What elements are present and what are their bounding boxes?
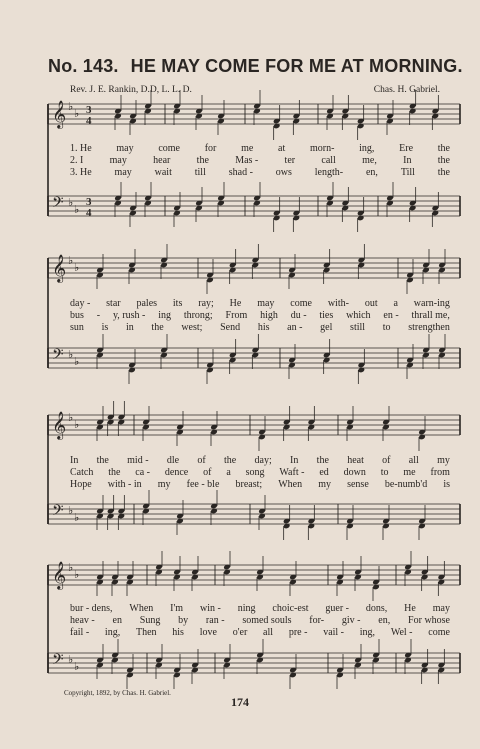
lyric-syllable: wait	[154, 167, 172, 178]
lyric-syllable: me,	[362, 155, 377, 166]
lyric-syllable: is	[443, 479, 450, 490]
lyric-syllable: Send	[220, 322, 241, 333]
lyric-syllable: When	[278, 479, 303, 490]
time-signature-top: 3	[86, 104, 92, 116]
lyric-syllable: the	[316, 455, 329, 466]
copyright-notice: Copyright, 1892, by Chas. H. Gabriel.	[64, 689, 171, 697]
lyric-syllable: giv -	[341, 615, 361, 626]
lyric-syllable: mid -	[127, 455, 149, 466]
flat-sign-icon: ♭	[68, 196, 74, 209]
lyric-syllable: come	[158, 143, 180, 154]
lyric-line	[70, 155, 450, 166]
lyric-syllable: down	[343, 467, 366, 478]
lyric-syllable: I'm	[170, 603, 184, 614]
lyric-syllable: thrall me,	[411, 310, 450, 321]
lyric-syllable: ing,	[359, 627, 376, 638]
lyric-syllable: Then	[135, 627, 157, 638]
lyric-syllable: all	[408, 455, 419, 466]
flat-sign-icon: ♭	[68, 561, 74, 574]
lyric-syllable: my	[318, 479, 331, 490]
lyric-syllable: length-	[314, 167, 344, 178]
lyric-syllable: love	[199, 627, 217, 638]
lyric-syllable: en,	[378, 615, 391, 626]
lyric-syllable: somed souls	[242, 615, 292, 626]
lyric-syllable: from	[430, 467, 450, 478]
flat-sign-icon: ♭	[74, 660, 80, 673]
lyric-syllable: ing,	[359, 143, 375, 154]
lyric-syllable: He	[229, 298, 242, 309]
lyric-syllable: ning	[237, 603, 256, 614]
lyric-syllable: warn-ing	[413, 298, 450, 309]
lyric-syllable: still	[350, 322, 366, 333]
lyric-syllable: come	[290, 298, 312, 309]
lyric-line	[70, 167, 450, 178]
lyric-syllable: to	[380, 467, 389, 478]
lyric-syllable: ray;	[198, 298, 214, 309]
lyric-syllable: of	[203, 467, 212, 478]
lyric-syllable: the	[224, 455, 237, 466]
lyric-syllable: may	[109, 155, 127, 166]
lyric-syllable: ran -	[205, 615, 225, 626]
page-number: 174	[231, 695, 249, 709]
lyric-syllable: Sung	[139, 615, 161, 626]
lyric-syllable: o'er	[232, 627, 248, 638]
lyric-syllable: may	[257, 298, 275, 309]
lyric-syllable: For whose	[408, 615, 450, 626]
lyric-syllable: all	[263, 627, 274, 638]
lyric-syllable: In	[70, 455, 79, 466]
lyric-syllable: fee - ble	[186, 479, 220, 490]
flat-sign-icon: ♭	[74, 511, 80, 524]
lyric-syllable: In	[290, 455, 299, 466]
time-signature-bottom: 4	[86, 115, 92, 127]
lyric-syllable: Waft -	[279, 467, 305, 478]
bass-clef-icon: 𝄢	[52, 346, 64, 367]
lyric-syllable: song	[245, 467, 265, 478]
lyric-syllable: high	[260, 310, 278, 321]
lyric-syllable: till	[194, 167, 206, 178]
lyric-syllable: Mas -	[235, 155, 259, 166]
lyric-syllable: call	[321, 155, 336, 166]
lyric-syllable: When	[129, 603, 154, 614]
lyric-syllable: 2. I	[70, 155, 84, 166]
lyric-syllable: an -	[287, 322, 303, 333]
lyric-syllable: of	[382, 455, 391, 466]
lyric-syllable: ows	[275, 167, 292, 178]
lyric-syllable: hear	[153, 155, 171, 166]
composer: Chas. H. Gabriel.	[373, 85, 440, 95]
flat-sign-icon: ♭	[68, 653, 74, 666]
lyric-syllable: day -	[70, 298, 91, 309]
lyric-syllable: Catch	[70, 467, 94, 478]
lyric-syllable: be-numb'd	[384, 479, 428, 490]
flat-sign-icon: ♭	[74, 418, 80, 431]
lyric-syllable: en -	[383, 310, 399, 321]
lyric-syllable: In	[403, 155, 412, 166]
lyric-syllable: dle	[166, 455, 180, 466]
lyric-syllable: me	[241, 143, 254, 154]
time-signature-bottom: 4	[86, 207, 92, 219]
lyric-line	[70, 627, 450, 638]
lyric-syllable: ca -	[135, 467, 151, 478]
lyric-syllable: day;	[254, 455, 272, 466]
lyric-syllable: its	[172, 298, 183, 309]
lyric-syllable: the	[108, 467, 121, 478]
lyric-syllable: my	[157, 479, 171, 490]
flat-sign-icon: ♭	[68, 504, 74, 517]
lyric-syllable: bur - dens,	[70, 603, 113, 614]
lyric-line	[70, 455, 450, 466]
lyric-syllable: Hope	[70, 479, 92, 490]
lyric-syllable: win -	[199, 603, 221, 614]
treble-clef-icon: 𝄞	[52, 254, 67, 282]
lyric-line	[70, 603, 450, 614]
lyric-syllable: morn-	[309, 143, 335, 154]
lyric-syllable: the	[151, 322, 164, 333]
flat-sign-icon: ♭	[74, 203, 80, 216]
lyric-syllable: at	[278, 143, 286, 154]
lyric-syllable: -	[96, 310, 101, 321]
lyric-syllable: may	[114, 167, 132, 178]
lyric-syllable: dence	[164, 467, 189, 478]
lyric-syllable: sun	[70, 322, 84, 333]
lyric-syllable: with - in	[107, 479, 142, 490]
lyric-syllable: ties	[319, 310, 334, 321]
lyric-syllable: shad -	[228, 167, 253, 178]
time-signature-top: 3	[86, 196, 92, 208]
lyric-syllable: 3. He	[70, 167, 92, 178]
lyric-syllable: sense	[347, 479, 369, 490]
treble-clef-icon: 𝄞	[52, 561, 67, 589]
lyric-syllable: From	[225, 310, 248, 321]
hymn-title: HE MAY COME FOR ME AT MORNING.	[130, 56, 463, 76]
lyric-syllable: for-	[309, 615, 325, 626]
lyric-syllable: ed	[319, 467, 329, 478]
bass-clef-icon: 𝄢	[52, 651, 64, 672]
lyric-syllable: a	[393, 298, 398, 309]
flat-sign-icon: ♭	[74, 355, 80, 368]
lyric-syllable: out	[364, 298, 378, 309]
lyric-line	[70, 310, 450, 321]
lyric-line	[70, 298, 450, 309]
lyric-syllable: the	[96, 455, 109, 466]
lyric-syllable: Wel -	[390, 627, 413, 638]
lyric-line	[70, 322, 450, 333]
lyric-syllable: Ere	[399, 143, 414, 154]
lyric-syllable: bus	[70, 310, 84, 321]
lyric-syllable: the	[437, 167, 450, 178]
lyric-syllable: his	[172, 627, 184, 638]
lyric-syllable: du -	[290, 310, 307, 321]
lyric-syllable: throng;	[183, 310, 213, 321]
flat-sign-icon: ♭	[68, 100, 74, 113]
lyric-syllable: to	[382, 322, 391, 333]
lyric-syllable: a	[226, 467, 231, 478]
lyric-syllable: fail -	[70, 627, 90, 638]
flat-sign-icon: ♭	[74, 107, 80, 120]
lyric-syllable: choic-est	[272, 603, 309, 614]
lyric-syllable: vail -	[323, 627, 345, 638]
lyric-syllable: which	[346, 310, 371, 321]
lyric-syllable: gel	[320, 322, 333, 333]
lyric-syllable: y, rush -	[112, 310, 146, 321]
lyric-syllable: breast;	[235, 479, 263, 490]
lyric-syllable: ing,	[104, 627, 121, 638]
lyric-syllable: the	[196, 155, 209, 166]
lyric-syllable: for	[204, 143, 217, 154]
lyric-syllable: west;	[181, 322, 203, 333]
lyric-line	[70, 143, 450, 154]
lyric-syllable: may	[432, 603, 450, 614]
lyric-syllable: ter	[284, 155, 296, 166]
lyric-syllable: by	[178, 615, 189, 626]
lyric-syllable: dons,	[365, 603, 388, 614]
lyric-syllable: heat	[347, 455, 364, 466]
hymn-number: No. 143.	[48, 56, 119, 76]
lyric-syllable: strengthen	[408, 322, 450, 333]
flat-sign-icon: ♭	[74, 261, 80, 274]
lyric-syllable: ing	[158, 310, 171, 321]
lyric-syllable: in	[125, 322, 134, 333]
lyric-line	[70, 615, 450, 626]
lyric-syllable: come	[428, 627, 450, 638]
lyric-syllable: with-	[327, 298, 349, 309]
lyric-syllable: me	[403, 467, 416, 478]
lyric-syllable: heav -	[70, 615, 95, 626]
lyric-syllable: the	[437, 143, 450, 154]
lyricist: Rev. J. E. Rankin, D.D, L. L. D.	[70, 85, 192, 95]
lyric-syllable: his	[257, 322, 270, 333]
flat-sign-icon: ♭	[68, 411, 74, 424]
lyric-syllable: is	[101, 322, 109, 333]
lyric-syllable: star	[106, 298, 121, 309]
lyric-syllable: guer -	[325, 603, 349, 614]
lyric-syllable: en,	[365, 167, 378, 178]
lyric-syllable: pre -	[288, 627, 308, 638]
bass-clef-icon: 𝄢	[52, 502, 64, 523]
lyric-syllable: pales	[136, 298, 158, 309]
lyric-line	[70, 467, 450, 478]
lyric-syllable: He	[404, 603, 416, 614]
flat-sign-icon: ♭	[68, 254, 74, 267]
lyric-line	[70, 479, 450, 490]
treble-clef-icon: 𝄞	[52, 100, 67, 128]
lyric-syllable: en	[112, 615, 122, 626]
lyric-syllable: may	[116, 143, 134, 154]
flat-sign-icon: ♭	[68, 348, 74, 361]
lyric-syllable: Till	[400, 167, 415, 178]
treble-clef-icon: 𝄞	[52, 411, 67, 439]
lyric-syllable: my	[437, 455, 450, 466]
lyric-syllable: 1. He	[70, 143, 92, 154]
flat-sign-icon: ♭	[74, 568, 80, 581]
lyric-syllable: of	[197, 455, 206, 466]
lyric-syllable: the	[437, 155, 450, 166]
bass-clef-icon: 𝄢	[52, 194, 64, 215]
